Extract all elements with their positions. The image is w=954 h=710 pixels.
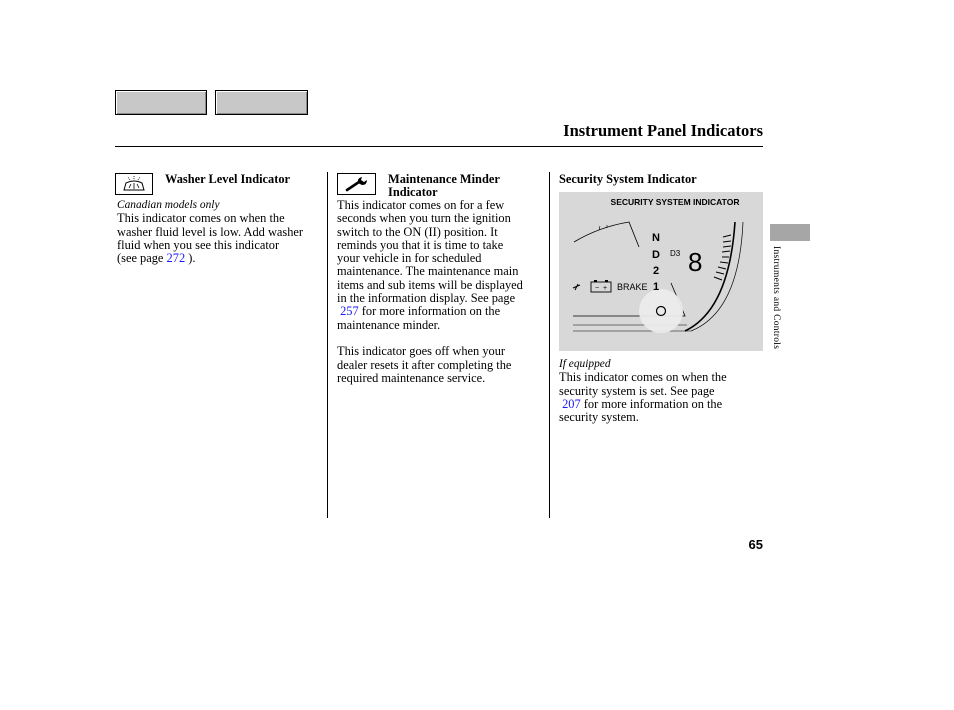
security-page-link[interactable]: 207 — [562, 396, 581, 411]
gear-d3: D3 — [670, 249, 681, 258]
maintenance-line: your vehicle in for scheduled — [337, 251, 482, 266]
maintenance-line: seconds when you turn the ignition — [337, 211, 511, 226]
washer-line: fluid when you see this indicator — [117, 237, 280, 252]
security-body — [559, 358, 764, 424]
maintenance-heading-line2: Indicator — [388, 185, 438, 199]
wrench-icon — [337, 173, 376, 195]
security-line: This indicator comes on when the — [559, 370, 727, 385]
security-line: security system is set. See page — [559, 383, 715, 398]
figure-label: SECURITY SYSTEM INDICATOR — [610, 197, 740, 207]
maintenance-line: reminds you that it is time to take — [337, 237, 504, 252]
section-tab-label: Instruments and Controls — [771, 246, 781, 350]
section-tab — [770, 224, 810, 241]
light-icon — [573, 284, 580, 290]
security-note: If equipped — [559, 358, 611, 370]
battery-icon — [591, 280, 611, 292]
washer-ref-line — [117, 252, 327, 265]
column-divider-2 — [549, 172, 550, 518]
maintenance-para2-line: required maintenance service. — [337, 370, 486, 385]
security-ref-after: for more information on the — [580, 396, 723, 411]
page-title: Instrument Panel Indicators — [563, 121, 763, 140]
security-ref-line — [559, 398, 764, 411]
washer-heading: Washer Level Indicator — [165, 172, 291, 186]
washer-note: Canadian models only — [117, 199, 220, 211]
page-number: 65 — [748, 537, 763, 552]
maintenance-heading — [388, 173, 500, 199]
nav-button-previous[interactable] — [115, 90, 207, 115]
maintenance-line: switch to the ON (II) position. It — [337, 224, 498, 239]
odometer-digit: 8 — [688, 247, 703, 277]
maintenance-body — [337, 199, 547, 385]
maintenance-line: This indicator comes on for a few — [337, 198, 505, 212]
gear-n: N — [652, 232, 660, 244]
maintenance-line: maintenance minder. — [337, 317, 441, 332]
washer-line: washer fluid level is low. Add washer — [117, 224, 304, 239]
washer-page-link[interactable]: 272 — [166, 251, 186, 266]
washer-fluid-icon — [115, 173, 153, 195]
maintenance-para2-line: dealer resets it after completing the — [337, 357, 512, 372]
washer-body — [117, 199, 327, 265]
security-heading: Security System Indicator — [559, 172, 697, 186]
maintenance-line: maintenance. The maintenance main — [337, 264, 519, 279]
title-divider — [115, 146, 763, 147]
maintenance-line: in the information display. See page — [337, 291, 516, 306]
battery-plus: + — [603, 285, 608, 292]
washer-line: This indicator comes on when the — [117, 211, 285, 226]
maintenance-page-link[interactable]: 257 — [340, 304, 359, 319]
gear-2: 2 — [652, 265, 660, 277]
maintenance-line: items and sub items will be displayed — [337, 277, 523, 292]
brake-label: BRAKE — [617, 282, 648, 292]
maintenance-ref-after: for more information on the — [358, 304, 501, 319]
gear-d: D — [652, 249, 660, 261]
security-indicator-figure — [559, 192, 763, 351]
gear-1: 1 — [652, 281, 660, 293]
battery-minus: − — [595, 285, 600, 292]
washer-ref-before: (see page — [117, 251, 167, 266]
column-divider-1 — [327, 172, 328, 518]
maintenance-heading-line1: Maintenance Minder — [388, 172, 500, 186]
maintenance-ref-line — [337, 305, 547, 318]
maintenance-para2-line: This indicator goes off when your — [337, 344, 506, 359]
nav-button-next[interactable] — [215, 90, 308, 115]
security-line: security system. — [559, 410, 639, 425]
washer-ref-after: ). — [185, 251, 196, 266]
